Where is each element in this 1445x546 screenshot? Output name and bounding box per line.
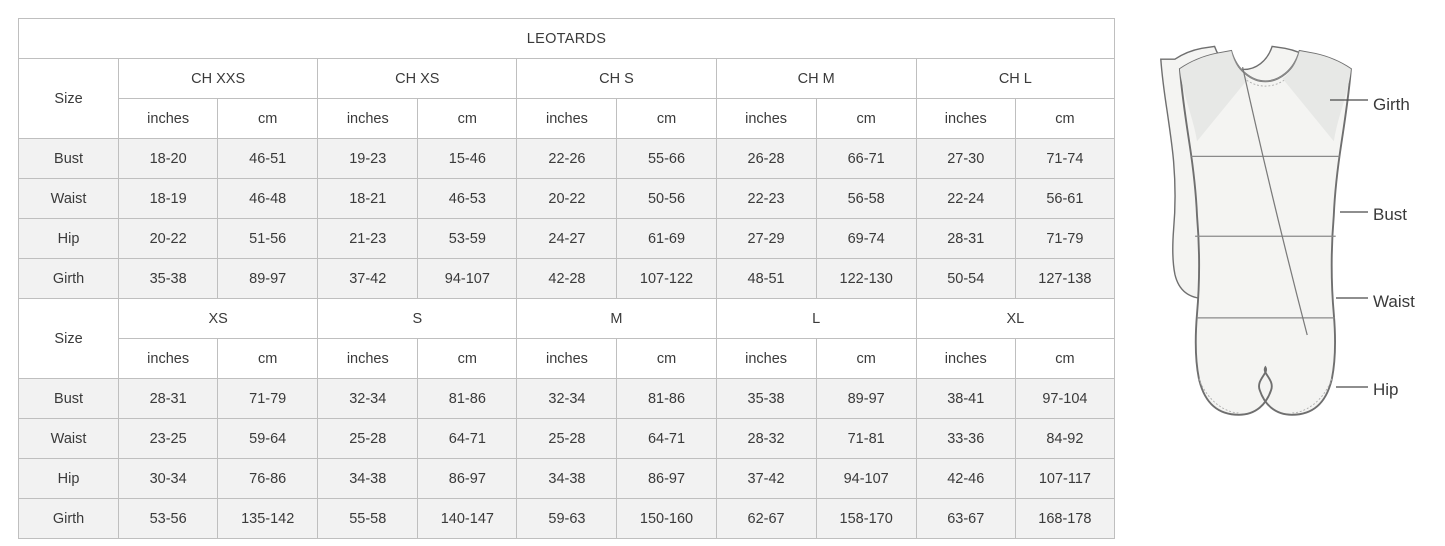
cell-2-2-9: 107-117 bbox=[1015, 459, 1114, 499]
cell-1-0-1: 46-51 bbox=[218, 139, 318, 179]
table-row bbox=[19, 499, 1115, 539]
cell-2-2-1: 76-86 bbox=[218, 459, 318, 499]
cell-2-2-8: 42-46 bbox=[916, 459, 1015, 499]
cell-1-2-5: 61-69 bbox=[617, 219, 716, 259]
group-header-ch-l: CH L bbox=[916, 59, 1114, 99]
unit-header-2-7: cm bbox=[816, 339, 916, 379]
unit-header-2-5: cm bbox=[617, 339, 716, 379]
cell-2-2-7: 94-107 bbox=[816, 459, 916, 499]
cell-1-3-5: 107-122 bbox=[617, 259, 716, 299]
unit-header-1-3: cm bbox=[418, 99, 517, 139]
cell-1-3-6: 48-51 bbox=[716, 259, 816, 299]
cell-1-3-7: 122-130 bbox=[816, 259, 916, 299]
cell-1-3-0: 35-38 bbox=[119, 259, 218, 299]
unit-header-2-9: cm bbox=[1015, 339, 1114, 379]
row-label-girth-2: Girth bbox=[19, 499, 119, 539]
label-girth: Girth bbox=[1373, 95, 1410, 114]
cell-1-2-3: 53-59 bbox=[418, 219, 517, 259]
unit-header-1-7: cm bbox=[816, 99, 916, 139]
unit-header-2-6: inches bbox=[716, 339, 816, 379]
cell-2-3-3: 140-147 bbox=[418, 499, 517, 539]
group-header-ch-xs: CH XS bbox=[318, 59, 517, 99]
cell-2-3-8: 63-67 bbox=[916, 499, 1015, 539]
cell-2-0-9: 97-104 bbox=[1015, 379, 1114, 419]
cell-1-0-0: 18-20 bbox=[119, 139, 218, 179]
cell-2-3-9: 168-178 bbox=[1015, 499, 1114, 539]
leotard-measurement-diagram bbox=[1130, 40, 1430, 510]
cell-1-1-2: 18-21 bbox=[318, 179, 418, 219]
cell-1-2-2: 21-23 bbox=[318, 219, 418, 259]
cell-1-1-3: 46-53 bbox=[418, 179, 517, 219]
cell-1-3-4: 42-28 bbox=[517, 259, 617, 299]
cell-1-1-7: 56-58 bbox=[816, 179, 916, 219]
cell-2-0-8: 38-41 bbox=[916, 379, 1015, 419]
group-header-xl: XL bbox=[916, 299, 1114, 339]
group-header-xs: XS bbox=[119, 299, 318, 339]
cell-2-3-6: 62-67 bbox=[716, 499, 816, 539]
cell-1-1-1: 46-48 bbox=[218, 179, 318, 219]
cell-1-0-4: 22-26 bbox=[517, 139, 617, 179]
cell-1-2-0: 20-22 bbox=[119, 219, 218, 259]
cell-2-1-1: 59-64 bbox=[218, 419, 318, 459]
table-row bbox=[19, 139, 1115, 179]
cell-1-2-4: 24-27 bbox=[517, 219, 617, 259]
section-1-group-header-row bbox=[19, 59, 1115, 99]
cell-1-0-3: 15-46 bbox=[418, 139, 517, 179]
cell-2-3-4: 59-63 bbox=[517, 499, 617, 539]
cell-1-0-5: 55-66 bbox=[617, 139, 716, 179]
row-label-girth-1: Girth bbox=[19, 259, 119, 299]
table-row bbox=[19, 379, 1115, 419]
unit-header-1-5: cm bbox=[617, 99, 716, 139]
cell-1-2-7: 69-74 bbox=[816, 219, 916, 259]
unit-header-2-4: inches bbox=[517, 339, 617, 379]
cell-1-2-1: 51-56 bbox=[218, 219, 318, 259]
cell-1-3-9: 127-138 bbox=[1015, 259, 1114, 299]
size-chart-table-wrapper bbox=[18, 18, 1115, 539]
cell-1-2-8: 28-31 bbox=[916, 219, 1015, 259]
group-header-m: M bbox=[517, 299, 716, 339]
table-row bbox=[19, 459, 1115, 499]
table-row bbox=[19, 259, 1115, 299]
cell-2-1-5: 64-71 bbox=[617, 419, 716, 459]
cell-1-0-9: 71-74 bbox=[1015, 139, 1114, 179]
group-header-ch-xxs: CH XXS bbox=[119, 59, 318, 99]
cell-1-1-4: 20-22 bbox=[517, 179, 617, 219]
table-title-row bbox=[19, 19, 1115, 59]
row-label-hip-2: Hip bbox=[19, 459, 119, 499]
cell-2-2-5: 86-97 bbox=[617, 459, 716, 499]
page-title: LEOTARDS bbox=[19, 19, 1115, 59]
cell-2-1-4: 25-28 bbox=[517, 419, 617, 459]
group-header-s: S bbox=[318, 299, 517, 339]
unit-header-1-6: inches bbox=[716, 99, 816, 139]
cell-2-3-0: 53-56 bbox=[119, 499, 218, 539]
cell-2-1-3: 64-71 bbox=[418, 419, 517, 459]
size-label-2: Size bbox=[19, 299, 119, 379]
table-row bbox=[19, 219, 1115, 259]
cell-1-3-1: 89-97 bbox=[218, 259, 318, 299]
cell-2-1-7: 71-81 bbox=[816, 419, 916, 459]
cell-1-0-7: 66-71 bbox=[816, 139, 916, 179]
unit-header-2-1: cm bbox=[218, 339, 318, 379]
row-label-bust-1: Bust bbox=[19, 139, 119, 179]
table-row bbox=[19, 179, 1115, 219]
cell-1-2-9: 71-79 bbox=[1015, 219, 1114, 259]
cell-2-0-2: 32-34 bbox=[318, 379, 418, 419]
size-label-1: Size bbox=[19, 59, 119, 139]
cell-1-2-6: 27-29 bbox=[716, 219, 816, 259]
section-1-unit-header-row bbox=[19, 99, 1115, 139]
cell-1-1-5: 50-56 bbox=[617, 179, 716, 219]
row-label-waist-1: Waist bbox=[19, 179, 119, 219]
group-header-ch-s: CH S bbox=[517, 59, 716, 99]
cell-1-3-2: 37-42 bbox=[318, 259, 418, 299]
section-2-group-header-row bbox=[19, 299, 1115, 339]
label-waist: Waist bbox=[1373, 292, 1415, 311]
unit-header-1-8: inches bbox=[916, 99, 1015, 139]
leotard-illustration bbox=[1130, 40, 1430, 510]
row-label-bust-2: Bust bbox=[19, 379, 119, 419]
unit-header-2-8: inches bbox=[916, 339, 1015, 379]
cell-2-0-5: 81-86 bbox=[617, 379, 716, 419]
cell-2-1-0: 23-25 bbox=[119, 419, 218, 459]
cell-2-0-7: 89-97 bbox=[816, 379, 916, 419]
cell-1-3-8: 50-54 bbox=[916, 259, 1015, 299]
cell-1-1-0: 18-19 bbox=[119, 179, 218, 219]
table-row bbox=[19, 419, 1115, 459]
cell-2-0-0: 28-31 bbox=[119, 379, 218, 419]
cell-2-0-6: 35-38 bbox=[716, 379, 816, 419]
cell-1-0-8: 27-30 bbox=[916, 139, 1015, 179]
section-2-unit-header-row bbox=[19, 339, 1115, 379]
cell-2-1-6: 28-32 bbox=[716, 419, 816, 459]
cell-2-3-7: 158-170 bbox=[816, 499, 916, 539]
garment-detail-group bbox=[1180, 51, 1351, 415]
unit-header-1-4: inches bbox=[517, 99, 617, 139]
leotards-size-table bbox=[18, 18, 1115, 539]
cell-2-2-6: 37-42 bbox=[716, 459, 816, 499]
cell-2-3-5: 150-160 bbox=[617, 499, 716, 539]
cell-2-3-1: 135-142 bbox=[218, 499, 318, 539]
label-bust: Bust bbox=[1373, 205, 1408, 224]
cell-1-1-8: 22-24 bbox=[916, 179, 1015, 219]
unit-header-1-2: inches bbox=[318, 99, 418, 139]
unit-header-2-3: cm bbox=[418, 339, 517, 379]
group-header-l: L bbox=[716, 299, 916, 339]
cell-2-0-4: 32-34 bbox=[517, 379, 617, 419]
cell-2-1-8: 33-36 bbox=[916, 419, 1015, 459]
unit-header-2-2: inches bbox=[318, 339, 418, 379]
row-label-hip-1: Hip bbox=[19, 219, 119, 259]
unit-header-1-9: cm bbox=[1015, 99, 1114, 139]
cell-1-1-9: 56-61 bbox=[1015, 179, 1114, 219]
cell-2-2-2: 34-38 bbox=[318, 459, 418, 499]
unit-header-2-0: inches bbox=[119, 339, 218, 379]
cell-2-2-0: 30-34 bbox=[119, 459, 218, 499]
unit-header-1-1: cm bbox=[218, 99, 318, 139]
cell-1-3-3: 94-107 bbox=[418, 259, 517, 299]
cell-1-0-6: 26-28 bbox=[716, 139, 816, 179]
cell-2-0-3: 81-86 bbox=[418, 379, 517, 419]
cell-2-1-9: 84-92 bbox=[1015, 419, 1114, 459]
group-header-ch-m: CH M bbox=[716, 59, 916, 99]
cell-2-0-1: 71-79 bbox=[218, 379, 318, 419]
unit-header-1-0: inches bbox=[119, 99, 218, 139]
row-label-waist-2: Waist bbox=[19, 419, 119, 459]
cell-2-2-4: 34-38 bbox=[517, 459, 617, 499]
cell-1-0-2: 19-23 bbox=[318, 139, 418, 179]
cell-1-1-6: 22-23 bbox=[716, 179, 816, 219]
label-hip: Hip bbox=[1373, 380, 1399, 399]
cell-2-1-2: 25-28 bbox=[318, 419, 418, 459]
cell-2-2-3: 86-97 bbox=[418, 459, 517, 499]
cell-2-3-2: 55-58 bbox=[318, 499, 418, 539]
